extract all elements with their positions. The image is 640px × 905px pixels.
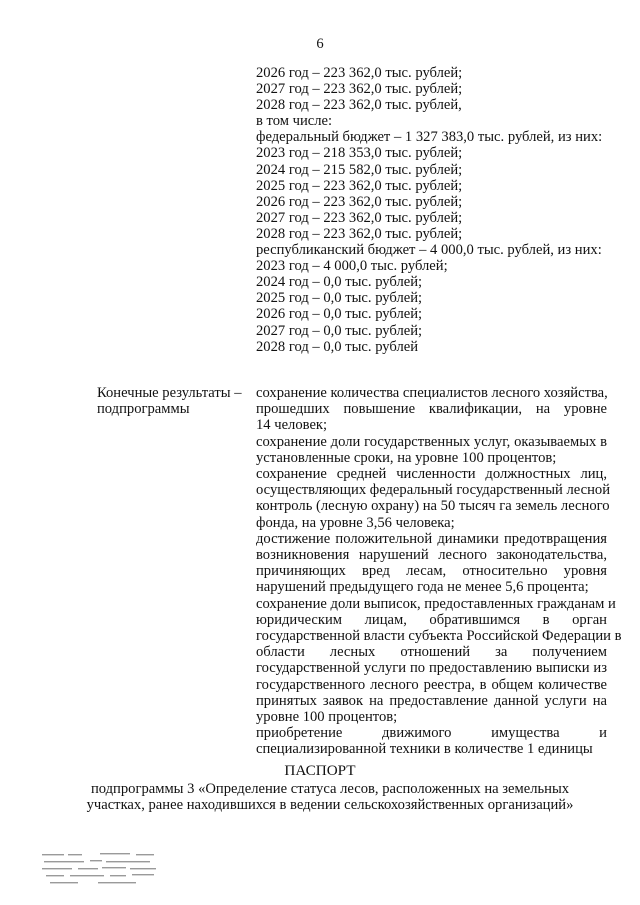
funding-line: 2024 год – 215 582,0 тыс. рублей; <box>256 161 463 178</box>
funding-line: 2024 год – 0,0 тыс. рублей; <box>256 274 423 291</box>
passport-subtitle <box>60 781 600 814</box>
results-line: уровне 100 процентов; <box>256 709 398 726</box>
results-line: причиняющих вред лесам, относительно уровня <box>256 563 607 580</box>
results-line: установленные сроки, на уровне 100 процентов; <box>256 449 557 466</box>
results-line: контроль (лесную охрану) на 50 тысяч га земель лесного <box>256 498 610 515</box>
funding-line: 2026 год – 0,0 тыс. рублей; <box>256 306 423 323</box>
passport-subtitle-line: участках, ранее находившихся в ведении сельскохозяйственных организаций» <box>86 797 574 814</box>
funding-line: 2028 год – 223 362,0 тыс. рублей; <box>256 225 463 242</box>
results-line: сохранение доли государственных услуг, оказываемых в <box>256 433 607 450</box>
funding-line: федеральный бюджет – 1 327 383,0 тыс. рублей, из них: <box>256 129 603 146</box>
results-line: сохранение количества специалистов лесного хозяйства, <box>256 385 608 401</box>
funding-line: 2028 год – 0,0 тыс. рублей <box>256 338 419 355</box>
funding-list <box>256 65 606 355</box>
results-label <box>97 385 252 417</box>
results-line: достижение положительной динамики предотвращения <box>256 530 607 547</box>
results-line: 14 человек; <box>256 417 328 434</box>
results-line: области лесных отношений за получением <box>256 644 607 661</box>
funding-line: республиканский бюджет – 4 000,0 тыс. рублей, из них: <box>256 242 602 259</box>
funding-line: 2025 год – 0,0 тыс. рублей; <box>256 290 423 307</box>
funding-line: 2025 год – 223 362,0 тыс. рублей; <box>256 177 463 194</box>
results-line: нарушений предыдущего года не менее 5,6 процента; <box>256 579 589 596</box>
results-line: осуществляющих федеральный государственный лесной <box>256 482 611 499</box>
results-line: государственной власти субъекта Российской Федерации в <box>256 628 622 645</box>
funding-line: в том числе: <box>256 113 333 130</box>
results-line: прошедших повышение квалификации, на уровне <box>256 401 607 418</box>
funding-line: 2028 год – 223 362,0 тыс. рублей, <box>256 97 462 114</box>
results-line: специализированной техники в количестве 1 единицы <box>256 741 593 758</box>
results-list <box>256 385 622 758</box>
results-line: юридическим лицам, обратившимся в орган <box>256 611 607 628</box>
funding-line: 2026 год – 223 362,0 тыс. рублей; <box>256 65 463 81</box>
results-label-line: Конечные результаты – <box>97 385 242 401</box>
passport-title: ПАСПОРТ <box>284 762 356 779</box>
funding-line: 2023 год – 218 353,0 тыс. рублей; <box>256 145 463 162</box>
stamp-mark-icon <box>40 848 160 888</box>
funding-line: 2027 год – 223 362,0 тыс. рублей; <box>256 81 463 98</box>
results-label-line: подпрограммы <box>97 401 190 418</box>
page-number: 6 <box>316 36 324 52</box>
results-line: приобретение движимого имущества и <box>256 725 607 742</box>
results-line: возникновения нарушений лесного законодательства, <box>256 547 607 564</box>
results-line: государственной услуги по предоставлению выписки из <box>256 660 607 677</box>
passport-subtitle-line: подпрограммы 3 «Определение статуса лесов, расположенных на земельных <box>90 781 570 797</box>
results-line: сохранение средней численности должностных лиц, <box>256 466 607 483</box>
funding-line: 2027 год – 223 362,0 тыс. рублей; <box>256 209 463 226</box>
results-line: сохранение доли выписок, предоставленных гражданам и <box>256 595 616 612</box>
funding-line: 2023 год – 4 000,0 тыс. рублей; <box>256 258 448 275</box>
funding-line: 2027 год – 0,0 тыс. рублей; <box>256 322 423 339</box>
results-line: государственного лесного реестра, в общем количестве <box>256 676 607 693</box>
results-line: фонда, на уровне 3,56 человека; <box>256 514 455 531</box>
funding-line: 2026 год – 223 362,0 тыс. рублей; <box>256 193 463 210</box>
results-line: принятых заявок на предоставление данной услуги на <box>256 692 607 709</box>
